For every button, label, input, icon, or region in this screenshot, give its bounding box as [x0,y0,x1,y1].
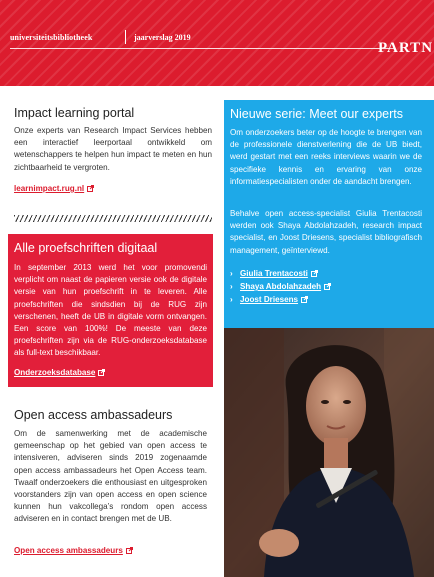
report-header [0,0,434,86]
proefschriften-title: Alle proefschriften digitaal [14,241,158,255]
proefschriften-body: In september 2013 werd het voor promovendi verplicht om naast de papieren versie ook de digitale versie van hun proefschrift in te leveren. Alle proefschriften die sindsdien bij de RUG zijn verschenen, heeft de UB in digitale vorm ontvangen. Een score van 100%! De meeste van deze proefschriften zijn via de RUG-onderzoeksdatabase als full-text beschikbaar. [14,263,207,358]
chevron-right-icon: › [230,295,233,304]
list-item [230,267,331,280]
expert-link-driesens[interactable] [240,293,308,306]
external-link-icon [301,296,308,303]
impact-link[interactable] [14,184,94,193]
header-library-name: universiteitsbibliotheek [10,33,93,42]
onderzoeksdatabase-link[interactable] [14,368,105,377]
ambassadeurs-link[interactable] [14,546,133,555]
external-link-icon [126,547,133,554]
expert-link-trentacosti[interactable] [240,267,318,280]
proefschriften-box [8,234,213,387]
chevron-right-icon: › [230,282,233,291]
expert-link-label: Joost Driesens [240,295,299,304]
list-item [230,293,331,306]
experts-box [224,100,434,328]
header-section-title: PARTN [378,40,434,56]
impact-title: Impact learning portal [14,106,135,120]
ambassadeurs-link-label: Open access ambassadeurs [14,546,123,555]
onderzoeksdatabase-link-label: Onderzoeksdatabase [14,368,96,377]
external-link-icon [311,270,318,277]
speaker-photo [224,328,434,577]
header-report-year: jaarverslag 2019 [134,33,191,42]
experts-title: Nieuwe serie: Meet our experts [230,107,403,121]
header-separator [125,30,126,44]
impact-body: Onze experts van Research Impact Services hebben een interactief leerportaal ontwikkeld om wetenschappers te helpen hun impact te meten en hun zichtbaarheid te vergroten. [14,126,212,172]
impact-link-label: learnimpact.rug.nl [14,184,85,193]
list-item [230,280,331,293]
ambassadeurs-body: Om de samenwerking met de academische gemeenschap op het gebied van open access te intensiveren, adviseren sinds 2019 zogenaamde open access ambassadeurs het Open Access team. Twaalf onderzoekers die enthousiast en uitgesproken voorstanders zijn van open access en open science kunnen hun vakcollega’s rondom open access adviseren en in contact brengen met de UB. [14,429,207,524]
expert-link-abdolahzadeh[interactable] [240,280,331,293]
expert-link-label: Giulia Trentacosti [240,269,308,278]
external-link-icon [324,283,331,290]
chevron-right-icon: › [230,269,233,278]
ambassadeurs-title: Open access ambassadeurs [14,408,173,422]
external-link-icon [87,185,94,192]
header-rule [10,48,390,49]
experts-link-list [230,267,331,306]
experts-body-2: Behalve open access-specialist Giulia Trentacosti werden ook Shaya Abdolahzadeh, research impact specialist, en Joost Driesens, specialist bibliografisch management, geïnterviewd. [230,209,422,255]
experts-body-1: Om onderzoekers beter op de hoogte te brengen van de professionele dienstverlening die de UB biedt, werd gestart met een reeks interviews waarin we de specifieke kennis en ervaring van onze informatiespecialisten onder de aandacht brengen. [230,128,422,186]
expert-link-label: Shaya Abdolahzadeh [240,282,322,291]
external-link-icon [98,369,105,376]
hatched-divider [14,215,212,222]
